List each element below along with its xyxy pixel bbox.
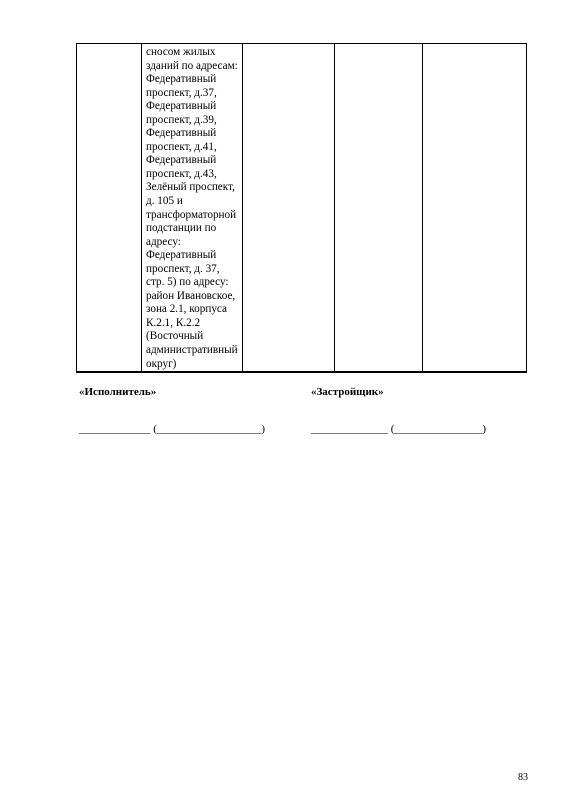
- table-cell-number: [77, 44, 142, 373]
- description-line: Федеративный: [146, 154, 217, 167]
- description-line: проспект, д. 37,: [146, 262, 220, 275]
- description-line: проспект, д.39,: [146, 113, 217, 126]
- description-line: подстанции по: [146, 222, 217, 235]
- description-line: проспект, д.37,: [146, 86, 217, 99]
- developer-label: «Застройщик»: [311, 386, 384, 398]
- table-cell-empty: [243, 44, 335, 373]
- description-line: трансформаторной: [146, 208, 237, 221]
- table-cell-description: [142, 44, 243, 373]
- description-line: (Восточный: [146, 330, 204, 343]
- executor-label: «Исполнитель»: [79, 386, 157, 398]
- description-line: округ): [146, 357, 177, 370]
- executor-signature-line: _____________ (___________________): [79, 423, 266, 435]
- contract-table: [76, 43, 527, 373]
- description-line: стр. 5) по адресу:: [146, 276, 229, 289]
- description-line: д. 105 и: [146, 195, 183, 208]
- description-line: адресу:: [146, 235, 181, 248]
- description-line: Федеративный: [146, 100, 217, 113]
- description-line: Федеративный: [146, 73, 217, 86]
- description-line: зданий по адресам:: [146, 59, 238, 72]
- table-row: [77, 44, 527, 373]
- description-line: Федеративный: [146, 127, 217, 140]
- developer-signature-line: ______________ (________________): [311, 423, 487, 435]
- description-line: административный: [146, 344, 238, 357]
- description-line: сносом жилых: [146, 46, 216, 58]
- description-line: Федеративный: [146, 249, 217, 262]
- table-cell-empty: [335, 44, 423, 373]
- description-line: район Ивановское,: [146, 289, 236, 302]
- description-line: проспект, д.43,: [146, 167, 217, 180]
- description-line: К.2.1, К.2.2: [146, 316, 201, 329]
- page-number: 83: [518, 772, 528, 783]
- description-line: проспект, д.41,: [146, 140, 217, 153]
- description-line: зона 2.1, корпуса: [146, 303, 227, 316]
- table-cell-empty: [423, 44, 527, 373]
- description-line: Зелёный проспект,: [146, 181, 235, 194]
